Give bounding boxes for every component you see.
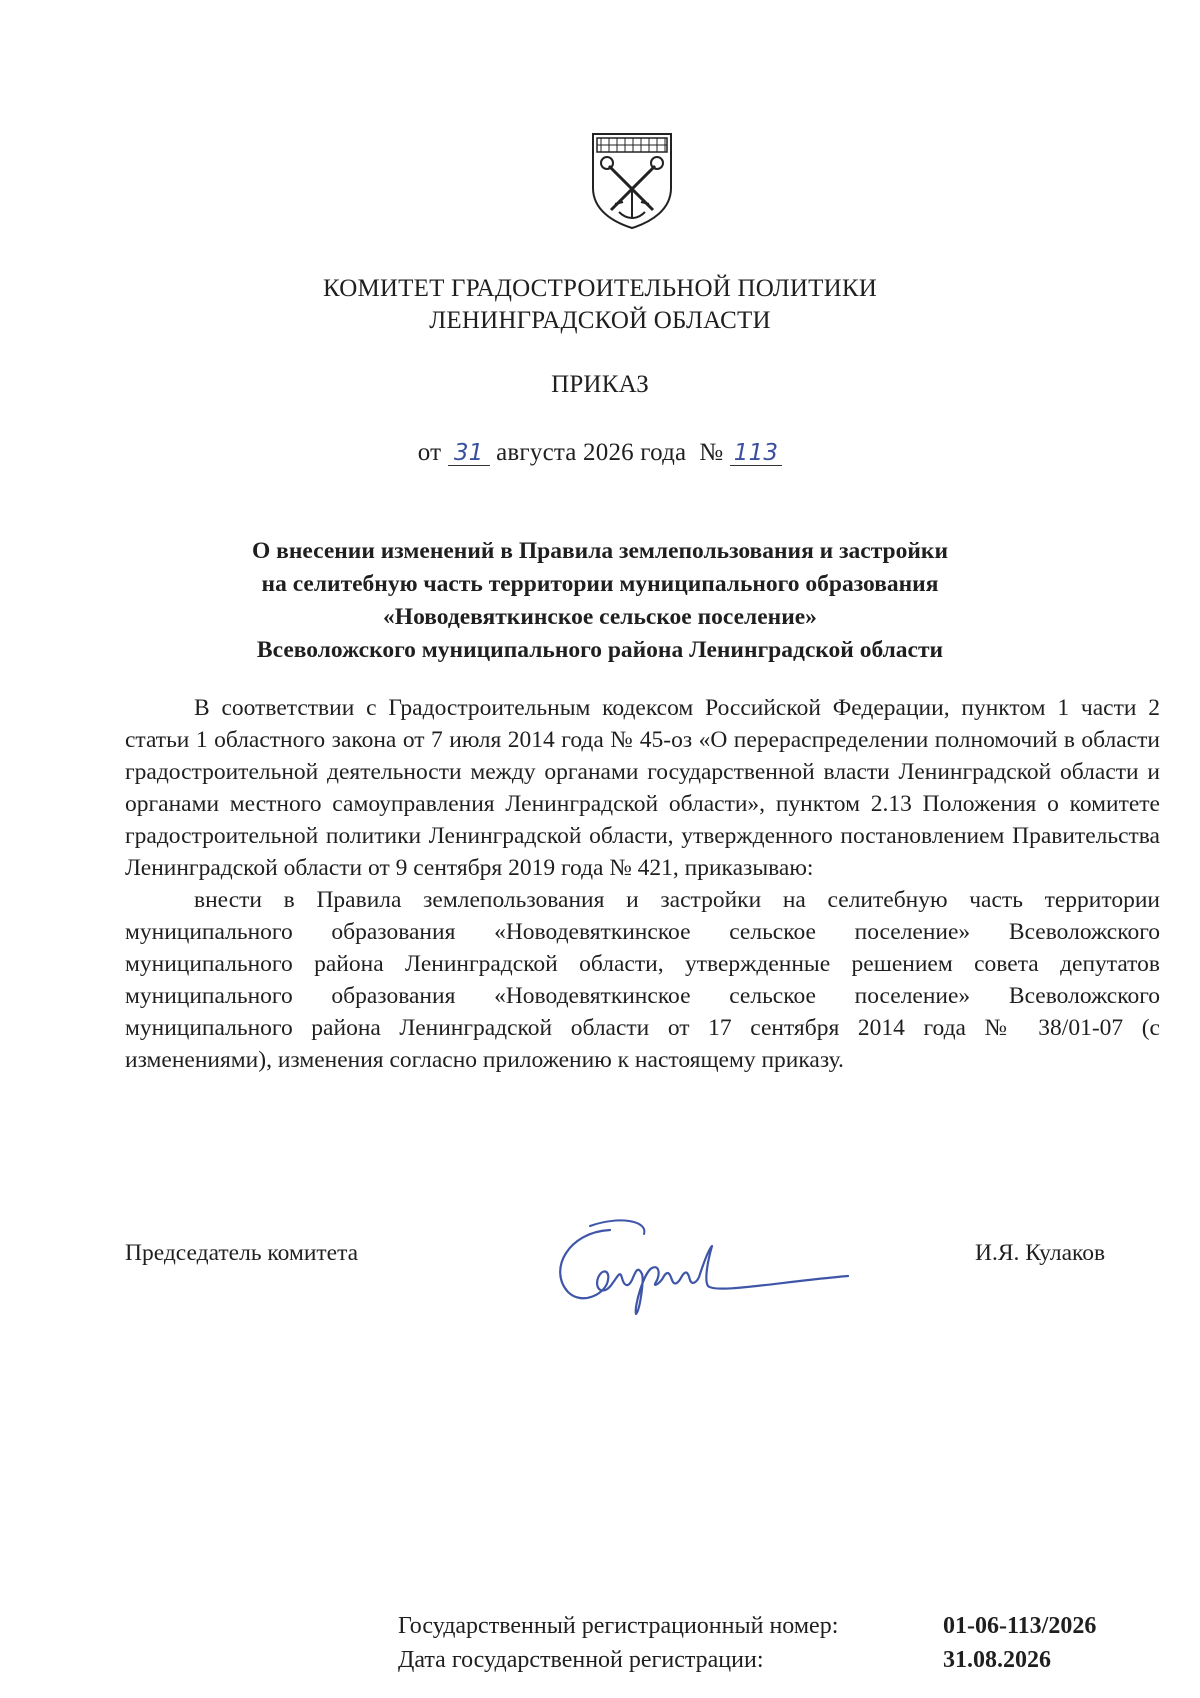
title-line: О внесении изменений в Правила землепользования и застройки: [252, 538, 948, 564]
order-date-line: [0, 439, 1200, 467]
registration-block: [398, 1609, 1096, 1677]
order-title: [140, 535, 1060, 667]
order-body: [125, 692, 1160, 1076]
registration-date-value: 31.08.2026: [943, 1647, 1051, 1673]
coat-of-arms-icon: [589, 130, 675, 230]
body-paragraph-basis: В соответствии с Градостроительным кодексом Российской Федерации, пунктом 1 части 2 статьи 1 областного закона от 7 июля 2014 года № 45-оз «О перераспределении полномочий в области градостроительной деятельности между органами государственной власти Ленинградской области и органами местного самоуправления Ленинградской области», пунктом 2.13 Положения о комитете градостроительной политики Ленинградской области, утвержденного постановлением Правительства Ленинградской области от 9 сентября 2019 года № 421, приказываю:: [125, 695, 1160, 881]
signatory-position: Председатель комитета: [125, 1240, 359, 1266]
organization-name-line2: ЛЕНИНГРАДСКОЙ ОБЛАСТИ: [429, 307, 771, 334]
body-paragraph-order: внести в Правила землепользования и застройки на селитебную часть территории муниципального образования «Новодевяткинское сельское поселение» Всеволожского муниципального района Ленинградской области, утвержденные решением совета депутатов муниципального образования «Новодевяткинское сельское поселение» Всеволожского муниципального района Ленинградской области от 17 сентября 2014 года № 38/01-07 (с изменениями), изменения согласно приложению к настоящему приказу.: [125, 887, 1160, 1073]
title-line: Всеволожского муниципального района Ленинградской области: [256, 637, 944, 663]
date-month-year: августа 2026 года: [496, 439, 687, 466]
registration-number-label: Государственный регистрационный номер:: [398, 1613, 839, 1639]
handwritten-signature: [548, 1210, 868, 1320]
title-line: «Новодевяткинское сельское поселение»: [383, 604, 817, 630]
registration-date-label: Дата государственной регистрации:: [398, 1647, 764, 1673]
date-prefix: от: [417, 439, 442, 466]
number-sign: №: [699, 439, 724, 466]
title-line: на селитебную часть территории муниципального образования: [261, 571, 939, 597]
registration-number-row: [398, 1609, 1096, 1643]
registration-date-row: [398, 1643, 1096, 1677]
handwritten-order-number: 113: [730, 442, 783, 466]
handwritten-day: 31: [448, 442, 490, 466]
organization-name-line1: КОМИТЕТ ГРАДОСТРОИТЕЛЬНОЙ ПОЛИТИКИ: [322, 275, 877, 302]
registration-number-value: 01-06-113/2026: [943, 1613, 1097, 1639]
signatory-name: И.Я. Кулаков: [975, 1240, 1106, 1266]
document-type: ПРИКАЗ: [551, 371, 649, 398]
